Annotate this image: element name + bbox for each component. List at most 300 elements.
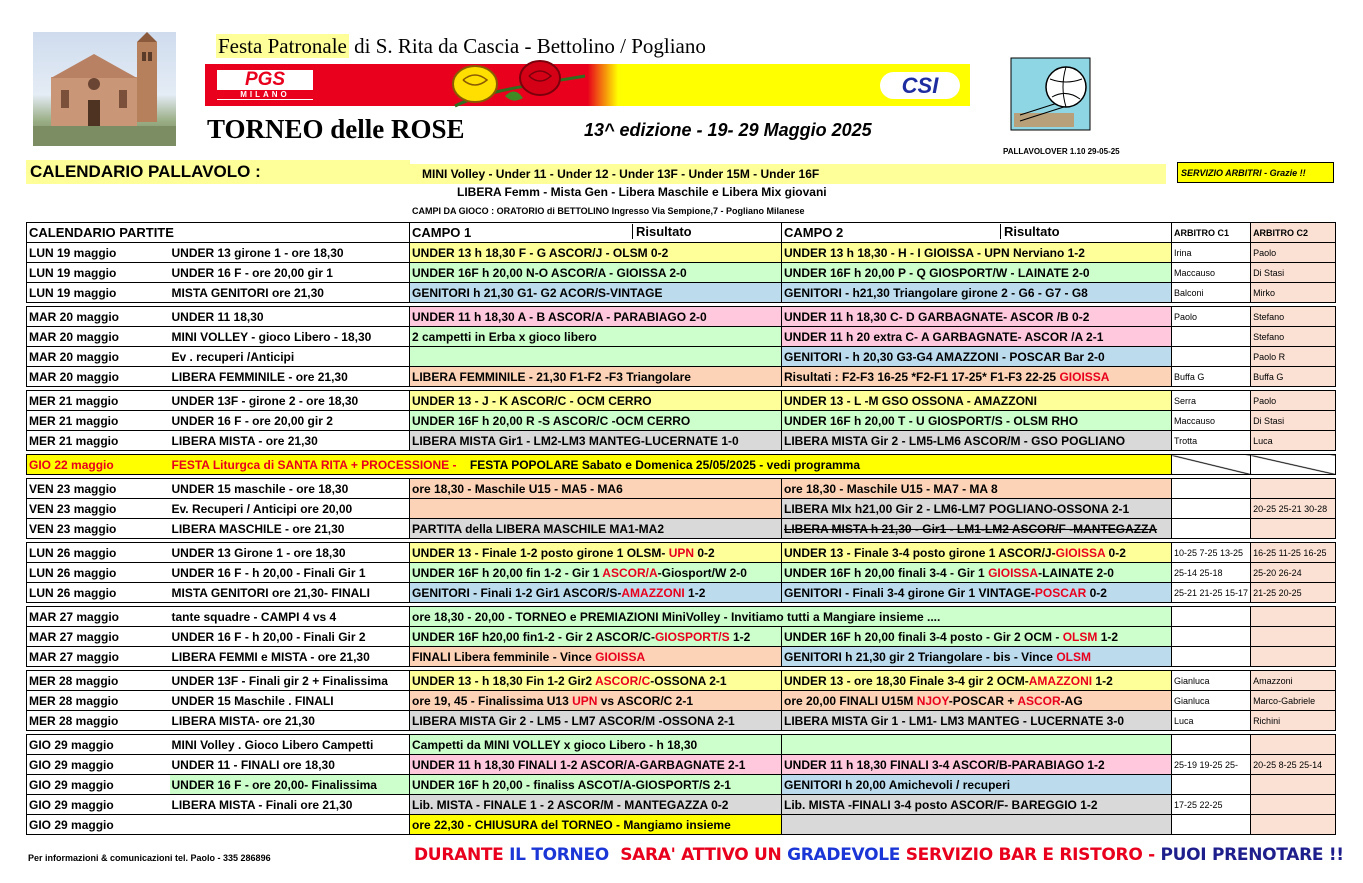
match-description (170, 391, 410, 411)
campo1-text-after: vs ASCOR/C 2-1 (597, 693, 694, 708)
campo2-cell (782, 519, 1172, 539)
match-description (170, 775, 410, 795)
arbitro-c1-name: Balconi (1174, 287, 1204, 298)
campo1-text: FINALI Libera femminile - Vince (412, 649, 596, 664)
arbitro-c1 (1172, 243, 1251, 263)
arbitro-c1 (1172, 411, 1251, 431)
campo1-highlight: GIOISSA (595, 649, 646, 664)
match-day-label: MAR 27 maggio (29, 609, 120, 624)
campo1-text: GENITORI h 21,30 G1- G2 ACOR/S-VINTAGE (412, 285, 663, 300)
arbitro-c1 (1172, 543, 1251, 563)
campo2-text: UNDER 16F h 20,00 finali 3-4 posto - Gir 2 OCM - (784, 629, 1063, 644)
campo2-cell (782, 263, 1172, 283)
campo1-text: GENITORI - Finali 1-2 Gir1 ASCOR/S- (412, 585, 622, 600)
table-row (27, 671, 1336, 691)
arbitro-c1-name: 25-14 25-18 (1174, 567, 1223, 578)
match-day (27, 563, 170, 583)
campo1-highlight: AMAZZONI (621, 585, 685, 600)
campo2-text: UNDER 11 h 18,30 C- D GARBAGNATE- ASCOR /B 0-2 (784, 309, 1090, 324)
match-day (27, 691, 170, 711)
categories-line-1: MINI Volley - Under 11 - Under 12 - Under 13F - Under 15M - Under 16F (410, 164, 1166, 184)
arbitro-c1-name: Gianluca (1174, 675, 1210, 686)
arbitro-c1-name: 25-21 21-25 15-17 (1174, 587, 1249, 598)
festa-arbitro-c1 (1172, 455, 1251, 475)
match-description (170, 263, 410, 283)
campo1-cell (410, 411, 782, 431)
arbitro-c1-name: 17-25 22-25 (1174, 799, 1223, 810)
campo2-text-after-2: -AG (1060, 693, 1083, 708)
campo1-cell (410, 691, 782, 711)
schedule-table (26, 222, 1336, 835)
arbitro-c2 (1251, 755, 1336, 775)
match-description (170, 563, 410, 583)
match-day (27, 479, 170, 499)
table-row (27, 607, 1336, 627)
csi-logo (880, 72, 960, 99)
campo2-text: LIBERA MISTA Gir 1 - LM1- LM3 MANTEG - LUCERNATE 3-0 (784, 713, 1125, 728)
match-day (27, 347, 170, 367)
arbitro-c2 (1251, 563, 1336, 583)
campo1-text: ore 18,30 - 20,00 - TORNEO e PREMIAZIONI MiniVolley - Invitiamo tutti a Mangiare insieme .... (412, 609, 941, 624)
church-photo (33, 32, 176, 146)
table-row (27, 519, 1336, 539)
arbitro-c2 (1251, 691, 1336, 711)
arbitro-c2 (1251, 499, 1336, 519)
campo2-text: UNDER 13 - ore 18,30 Finale 3-4 gir 2 OCM- (784, 673, 1029, 688)
arbitro-c2-name: 16-25 11-25 16-25 (1253, 547, 1327, 558)
campo2-text: UNDER 13 - L -M GSO OSSONA - AMAZZONI (784, 393, 1037, 408)
campo1-cell (410, 431, 782, 451)
campo1-text-after: 1-2 (729, 629, 751, 644)
match-description (170, 755, 410, 775)
arbitro-c1-name: 10-25 7-25 13-25 (1174, 547, 1244, 558)
match-description-label: MINI VOLLEY - gioco Libero - 18,30 (171, 329, 372, 344)
arbitro-c1 (1172, 431, 1251, 451)
match-description (170, 735, 410, 755)
table-row (27, 455, 1336, 475)
arbitro-c2 (1251, 815, 1336, 835)
campo1-text: PARTITA della LIBERA MASCHILE MA1-MA2 (412, 521, 665, 536)
table-row (27, 691, 1336, 711)
campo2-text: UNDER 11 h 18,30 FINALI 3-4 ASCOR/B-PARABIAGO 1-2 (784, 757, 1105, 772)
arbitro-c2-name: 20-25 8-25 25-14 (1253, 759, 1323, 770)
arbitro-c1 (1172, 563, 1251, 583)
arbitro-c2-name: 21-25 20-25 (1253, 587, 1302, 598)
arbitro-c2 (1251, 391, 1336, 411)
match-description (170, 479, 410, 499)
match-description-label: UNDER 16 F - h 20,00 - Finali Gir 1 (171, 565, 366, 580)
match-description-label: UNDER 16 F - h 20,00 - Finali Gir 2 (171, 629, 366, 644)
arbitro-c2-name: Luca (1253, 435, 1273, 446)
campo2-text-after: -LAINATE 2-0 (1038, 565, 1114, 580)
campo1-cell (410, 283, 782, 303)
campo2-cell (782, 815, 1172, 835)
campo2-text: UNDER 16F h 20,00 finali 3-4 - Gir 1 (784, 565, 989, 580)
match-description-label: Ev. Recuperi / Anticipi ore 20,00 (171, 501, 353, 516)
header-campo1-label: CAMPO 1 (412, 225, 472, 240)
campo1-text: UNDER 16F h 20,00 fin 1-2 - Gir 1 (412, 565, 603, 580)
match-description-label: UNDER 16 F - ore 20,00- Finalissima (171, 777, 377, 792)
header-banner (205, 64, 970, 106)
header-campo2 (782, 223, 1172, 243)
match-description-label: UNDER 16 F - ore 20,00 gir 1 (171, 265, 333, 280)
header-campo2-label: CAMPO 2 (784, 225, 844, 240)
campo1-text-after: -Giosport/W 2-0 (657, 565, 747, 580)
arbitro-c1 (1172, 519, 1251, 539)
match-day-label: MAR 20 maggio (29, 349, 120, 364)
arbitro-c1 (1172, 711, 1251, 731)
table-row (27, 815, 1336, 835)
campo2-text: UNDER 13 - Finale 3-4 posto girone 1 ASCOR/J- (784, 545, 1056, 560)
pgs-logo-sub: MILANO (217, 90, 313, 99)
table-row (27, 347, 1336, 367)
match-day (27, 431, 170, 451)
match-day (27, 583, 170, 603)
arbitro-c1 (1172, 283, 1251, 303)
edition-label: 13^ edizione - 19- 29 Maggio 2025 (584, 120, 872, 140)
arbitro-c1-name: Luca (1174, 715, 1194, 726)
match-day-label: MER 28 maggio (29, 693, 119, 708)
match-day (27, 263, 170, 283)
campo1-cell (410, 627, 782, 647)
table-row (27, 479, 1336, 499)
campo2-text: UNDER 16F h 20,00 P - Q GIOSPORT/W - LAINATE 2-0 (784, 265, 1090, 280)
arbitro-c1 (1172, 775, 1251, 795)
arbitro-c1 (1172, 671, 1251, 691)
match-description-label: Ev . recuperi /Anticipi (171, 349, 295, 364)
festa-label: Festa Patronale (218, 34, 347, 58)
arbitro-c2-name: Buffa G (1253, 371, 1284, 382)
campo1-cell (410, 519, 782, 539)
header-risultato1: Risultato (632, 224, 692, 239)
campo2-cell (782, 327, 1172, 347)
arbitro-c1 (1172, 307, 1251, 327)
campo1-text: UNDER 16F h 20,00 R -S ASCOR/C -OCM CERRO (412, 413, 691, 428)
campo1-cell (410, 735, 782, 755)
arbitro-c2 (1251, 671, 1336, 691)
match-day-label: MER 28 maggio (29, 673, 119, 688)
campo2-text-after: 1-2 (1097, 629, 1119, 644)
arbitro-c2 (1251, 775, 1336, 795)
campo1-text: Campetti da MINI VOLLEY x gioco Libero - h 18,30 (412, 737, 698, 752)
campo1-cell (410, 479, 782, 499)
match-day (27, 543, 170, 563)
arbitro-c2-name: Marco-Gabriele (1253, 695, 1316, 706)
match-day-label: MAR 20 maggio (29, 329, 120, 344)
campo2-highlight: NJOY (916, 693, 949, 708)
match-description (170, 815, 410, 835)
arbitro-c1-name: Trotta (1174, 435, 1198, 446)
match-day (27, 307, 170, 327)
table-row (27, 795, 1336, 815)
version-label: PALLAVOLOVER 1.10 29-05-25 (1003, 147, 1120, 156)
campo2-cell (782, 411, 1172, 431)
match-description (170, 607, 410, 627)
campo2-text: ore 18,30 - Maschile U15 - MA7 - MA 8 (784, 481, 998, 496)
campo1-text: 2 campetti in Erba x gioco libero (412, 329, 597, 344)
campo2-cell (782, 543, 1172, 563)
arbitro-c1-name: Gianluca (1174, 695, 1210, 706)
match-description (170, 627, 410, 647)
match-description (170, 367, 410, 387)
match-description (170, 795, 410, 815)
match-description-label: LIBERA MASCHILE - ore 21,30 (171, 521, 345, 536)
campo2-text-after: -POSCAR + (948, 693, 1018, 708)
banner-part-5: GRADEVOLE (787, 845, 901, 865)
arbitro-c2-name: 20-25 25-21 30-28 (1253, 503, 1328, 514)
arbitro-c1 (1172, 347, 1251, 367)
campo2-cell (782, 307, 1172, 327)
arbitro-c2 (1251, 347, 1336, 367)
match-day-label: LUN 19 maggio (29, 285, 117, 300)
arbitro-c2 (1251, 583, 1336, 603)
table-row (27, 499, 1336, 519)
categories-line-2: LIBERA Femm - Mista Gen - Libera Maschile e Libera Mix giovani (457, 185, 827, 199)
campo2-cell (782, 367, 1172, 387)
header-calendario: CALENDARIO PARTITE (27, 223, 410, 243)
campo1-text: UNDER 11 h 18,30 A - B ASCOR/A - PARABIAGO 2-0 (412, 309, 707, 324)
table-row (27, 263, 1336, 283)
calendar-title: CALENDARIO PALLAVOLO : (26, 160, 410, 184)
campo2-text: ore 20,00 FINALI U15M (784, 693, 917, 708)
campo1-text: ore 18,30 - Maschile U15 - MA5 - MA6 (412, 481, 623, 496)
match-description (170, 283, 410, 303)
match-day-label: MER 21 maggio (29, 413, 119, 428)
arbitro-c2 (1251, 327, 1336, 347)
campo2-text: UNDER 11 h 20 extra C- A GARBAGNATE- ASCOR /A 2-1 (784, 329, 1104, 344)
campo2-cell (782, 431, 1172, 451)
arbitro-c2 (1251, 307, 1336, 327)
table-row (27, 543, 1336, 563)
campo2-highlight: GIOISSA (1055, 545, 1106, 560)
campo1-highlight: ASCOR/C (594, 673, 651, 688)
match-description (170, 499, 410, 519)
match-description (170, 411, 410, 431)
csi-logo-text: CSI (901, 73, 939, 98)
campo2-text: LIBERA MISTA h 21,30 - Gir1 - LM1-LM2 ASCOR/F -MANTEGAZZA (784, 521, 1158, 536)
campo2-cell (782, 795, 1172, 815)
match-description-label: UNDER 11 18,30 (171, 309, 264, 324)
match-description-label: LIBERA FEMMI e MISTA - ore 21,30 (171, 649, 370, 664)
campo1-cell (410, 263, 782, 283)
campo2-cell (782, 243, 1172, 263)
match-description-label: LIBERA FEMMINILE - ore 21,30 (171, 369, 348, 384)
arbitro-c1-name: Irina (1174, 247, 1192, 258)
match-description-label: LIBERA MISTA- ore 21,30 (171, 713, 315, 728)
campo1-highlight: UPN (572, 693, 598, 708)
festa-description (170, 455, 1172, 475)
campo2-cell (782, 691, 1172, 711)
match-description-label: UNDER 15 Maschile . FINALI (171, 693, 334, 708)
match-day-label: LUN 19 maggio (29, 245, 117, 260)
match-description (170, 647, 410, 667)
campo1-highlight: UPN (668, 545, 695, 560)
arbitro-c1 (1172, 391, 1251, 411)
campo1-cell (410, 671, 782, 691)
match-day-label: GIO 29 maggio (29, 817, 114, 832)
match-description-label: UNDER 16 F - ore 20,00 gir 2 (171, 413, 333, 428)
arbitro-c1 (1172, 479, 1251, 499)
campo2-text-after: 0-2 (1086, 585, 1107, 600)
match-description (170, 691, 410, 711)
match-day-label: MER 21 maggio (29, 433, 119, 448)
arbitro-c2-name: Amazzoni (1253, 675, 1293, 686)
match-description-label: UNDER 11 - FINALI ore 18,30 (171, 757, 335, 772)
table-row (27, 391, 1336, 411)
campi-info: CAMPI DA GIOCO : ORATORIO di BETTOLINO Ingresso Via Sempione,7 - Pogliano Milanese (412, 206, 805, 216)
arbitro-c1 (1172, 815, 1251, 835)
arbitro-c1 (1172, 583, 1251, 603)
campo2-cell (782, 347, 1172, 367)
arbitro-c2 (1251, 411, 1336, 431)
campo1-text-after: -OSSONA 2-1 (650, 673, 727, 688)
campo2-cell (782, 647, 1172, 667)
header-arbitro-c1: ARBITRO C1 (1172, 223, 1251, 243)
campo1-cell (410, 347, 782, 367)
match-day-label: LUN 26 maggio (29, 565, 117, 580)
header-campo1 (410, 223, 782, 243)
match-day (27, 391, 170, 411)
arbitro-c2 (1251, 627, 1336, 647)
arbitro-c1-name: Maccauso (1174, 415, 1216, 426)
match-description-label: UNDER 13F - Finali gir 2 + Finalissima (171, 673, 388, 688)
table-row (27, 243, 1336, 263)
table-row (27, 411, 1336, 431)
match-day (27, 411, 170, 431)
match-day (27, 735, 170, 755)
campo2-cell (782, 563, 1172, 583)
campo1-cell (410, 583, 782, 603)
arbitri-box: SERVIZIO ARBITRI - Grazie !! (1177, 162, 1334, 183)
arbitro-c1 (1172, 755, 1251, 775)
campo1-text: UNDER 13 - J - K ASCOR/C - OCM CERRO (412, 393, 652, 408)
campo1-cell (410, 243, 782, 263)
campo1-text-after: 0-2 (694, 545, 715, 560)
match-day (27, 607, 170, 627)
arbitro-c2-name: Stefano (1253, 311, 1285, 322)
arbitro-c1 (1172, 607, 1251, 627)
campo1-highlight: GIOSPORT/S (654, 629, 730, 644)
contact-info: Per informazioni & comunicazioni tel. Paolo - 335 286896 (28, 853, 271, 863)
arbitro-c2 (1251, 367, 1336, 387)
arbitro-c1-name: 25-19 19-25 25- (1174, 759, 1239, 770)
match-day-label: GIO 29 maggio (29, 777, 114, 792)
table-row (27, 431, 1336, 451)
campo2-cell (782, 283, 1172, 303)
campo2-text: Lib. MISTA -FINALI 3-4 posto ASCOR/F- BAREGGIO 1-2 (784, 797, 1098, 812)
bar-banner (414, 845, 1344, 865)
campo2-cell (782, 711, 1172, 731)
table-row (27, 327, 1336, 347)
match-description (170, 519, 410, 539)
campo2-text: Risultati : F2-F3 16-25 *F2-F1 17-25* F1-F3 22-25 (784, 369, 1060, 384)
match-day (27, 647, 170, 667)
campo2-highlight: POSCAR (1034, 585, 1087, 600)
match-description (170, 583, 410, 603)
match-description-label: UNDER 13 girone 1 - ore 18,30 (171, 245, 344, 260)
match-day (27, 519, 170, 539)
campo1-cell (410, 563, 782, 583)
arbitro-c2 (1251, 243, 1336, 263)
festa-arbitro-c2 (1251, 455, 1336, 475)
match-day (27, 627, 170, 647)
table-row (27, 735, 1336, 755)
table-row (27, 283, 1336, 303)
arbitro-c2-name: Di Stasi (1253, 267, 1285, 278)
arbitro-c2-name: Paolo (1253, 395, 1277, 406)
campo2-cell (782, 671, 1172, 691)
match-description (170, 347, 410, 367)
campo2-cell (782, 391, 1172, 411)
arbitro-c2-name: 25-20 26-24 (1253, 567, 1302, 578)
campo1-cell (410, 711, 782, 731)
campo2-text: GENITORI h 21,30 gir 2 Triangolare - bis - Vince (784, 649, 1057, 664)
arbitro-c2-name: Di Stasi (1253, 415, 1285, 426)
arbitro-c1-name: Maccauso (1174, 267, 1216, 278)
campo2-highlight-2: ASCOR (1017, 693, 1061, 708)
match-description-label: LIBERA MISTA - ore 21,30 (171, 433, 318, 448)
campo1-text: Lib. MISTA - FINALE 1 - 2 ASCOR/M - MANTEGAZZA 0-2 (412, 797, 729, 812)
tournament-title: TORNEO delle ROSE (207, 114, 465, 144)
banner-part-2: IL (509, 845, 526, 865)
table-row (27, 755, 1336, 775)
campo1-text: UNDER 11 h 18,30 FINALI 1-2 ASCOR/A-GARBAGNATE 2-1 (412, 757, 746, 772)
banner-part-4: SARA' ATTIVO UN (620, 845, 782, 865)
match-day-label: GIO 29 maggio (29, 737, 114, 752)
match-description-label: UNDER 15 maschile - ore 18,30 (171, 481, 349, 496)
campo1-text: ore 22,30 - CHIUSURA del TORNEO - Mangiamo insieme (412, 817, 731, 832)
campo2-cell (782, 479, 1172, 499)
arbitro-c2-name: Mirko (1253, 287, 1276, 298)
campo2-highlight: AMAZZONI (1028, 673, 1093, 688)
arbitro-c1-name: Serra (1174, 395, 1197, 406)
match-day (27, 243, 170, 263)
match-day-label: VEN 23 maggio (29, 481, 117, 496)
match-day (27, 283, 170, 303)
match-day-label: MAR 20 maggio (29, 369, 120, 384)
campo2-cell (782, 583, 1172, 603)
match-day-label: MAR 20 maggio (29, 309, 120, 324)
arbitro-c2-name: Paolo (1253, 247, 1277, 258)
pgs-logo-text: PGS (244, 69, 286, 90)
match-day-label: LUN 26 maggio (29, 545, 117, 560)
campo1-text: UNDER 13 - h 18,30 Fin 1-2 Gir2 (412, 673, 595, 688)
campo1-text: UNDER 16F h 20,00 N-O ASCOR/A - GIOISSA 2-0 (412, 265, 687, 280)
campo2-text: GENITORI - h 20,30 G3-G4 AMAZZONI - POSCAR Bar 2-0 (784, 349, 1105, 364)
match-description (170, 543, 410, 563)
arbitro-c2 (1251, 543, 1336, 563)
table-row (27, 307, 1336, 327)
campo1-text: LIBERA MISTA Gir1 - LM2-LM3 MANTEG-LUCERNATE 1-0 (412, 433, 739, 448)
match-day (27, 499, 170, 519)
banner-part-1: DURANTE (414, 845, 504, 865)
rose-icon (445, 56, 595, 116)
match-day-label: LUN 26 maggio (29, 585, 117, 600)
campo2-highlight: GIOISSA (988, 565, 1039, 580)
campo1-cell (410, 391, 782, 411)
campo2-highlight: OLSM (1056, 649, 1091, 664)
campo1-text: UNDER 13 - Finale 1-2 posto girone 1 OLSM- (412, 545, 669, 560)
banner-part-6: SERVIZIO BAR E RISTORO - (905, 845, 1155, 865)
campo2-text: LIBERA MISTA Gir 2 - LM5-LM6 ASCOR/M - GSO POGLIANO (784, 433, 1126, 448)
match-description (170, 671, 410, 691)
campo1-text: ore 19, 45 - Finalissima U13 (412, 693, 573, 708)
campo2-cell (782, 735, 1172, 755)
arbitro-c1-name: Buffa G (1174, 371, 1205, 382)
arbitro-c2 (1251, 607, 1336, 627)
match-day-label: MER 21 maggio (29, 393, 119, 408)
arbitro-c1 (1172, 263, 1251, 283)
